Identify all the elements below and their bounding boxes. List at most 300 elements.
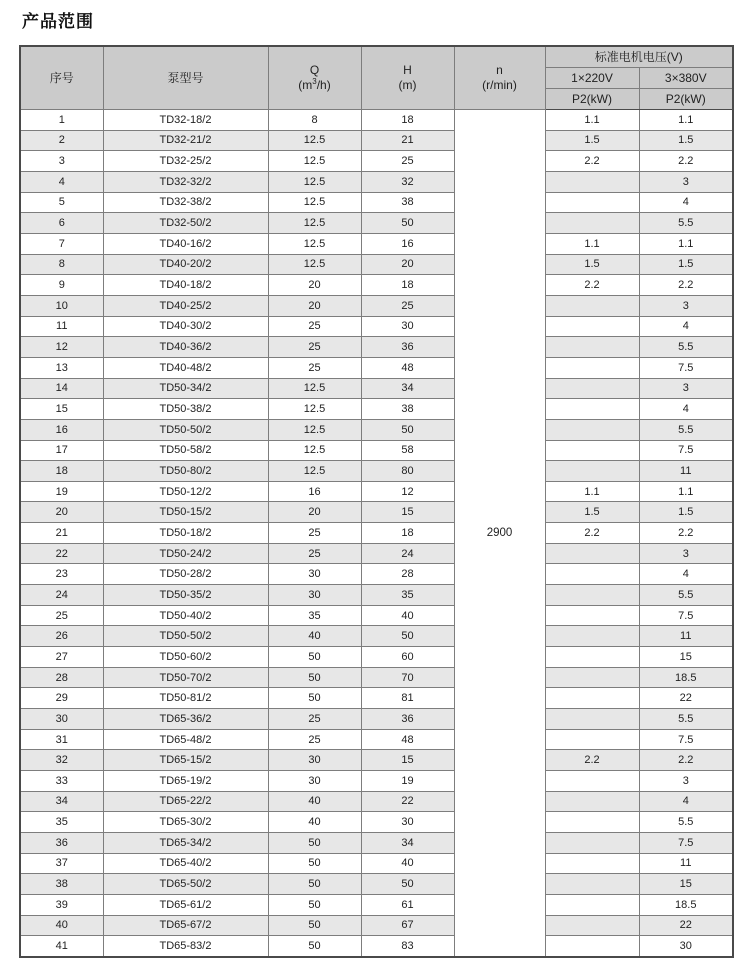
cell-p2-220 [545,378,639,399]
cell-p2-220: 2.2 [545,750,639,771]
cell-h: 12 [361,481,454,502]
cell-index: 16 [20,419,103,440]
cell-q: 50 [268,874,361,895]
cell-model: TD40-25/2 [103,295,268,316]
cell-index: 4 [20,171,103,192]
cell-p2-220 [545,399,639,420]
table-row [20,233,733,254]
table-body [20,110,733,957]
cell-index: 7 [20,233,103,254]
cell-p2-380: 1.5 [639,502,733,523]
table-row [20,213,733,234]
cell-p2-380: 11 [639,626,733,647]
cell-n-speed: 2900 [454,110,545,957]
col-header-q [268,46,361,110]
cell-p2-380: 1.1 [639,233,733,254]
cell-q: 25 [268,337,361,358]
cell-p2-220: 1.1 [545,481,639,502]
cell-index: 18 [20,461,103,482]
cell-model: TD65-48/2 [103,729,268,750]
cell-model: TD65-15/2 [103,750,268,771]
cell-p2-220 [545,213,639,234]
cell-p2-220: 1.1 [545,233,639,254]
table-row [20,812,733,833]
cell-q: 20 [268,295,361,316]
cell-p2-220: 2.2 [545,151,639,172]
cell-h: 25 [361,295,454,316]
cell-model: TD50-18/2 [103,523,268,544]
cell-p2-380: 4 [639,316,733,337]
cell-q: 20 [268,275,361,296]
cell-model: TD65-34/2 [103,832,268,853]
cell-p2-380: 1.5 [639,254,733,275]
cell-h: 32 [361,171,454,192]
cell-p2-380: 1.5 [639,130,733,151]
cell-h: 50 [361,419,454,440]
cell-q: 25 [268,709,361,730]
cell-p2-380: 3 [639,771,733,792]
cell-model: TD50-28/2 [103,564,268,585]
cell-p2-220 [545,461,639,482]
cell-index: 3 [20,151,103,172]
cell-p2-380: 4 [639,399,733,420]
cell-h: 38 [361,399,454,420]
cell-p2-380: 5.5 [639,709,733,730]
table-row [20,151,733,172]
cell-index: 41 [20,936,103,957]
table-row [20,192,733,213]
cell-p2-220 [545,647,639,668]
cell-q: 12.5 [268,419,361,440]
cell-q: 25 [268,523,361,544]
cell-p2-380: 18.5 [639,894,733,915]
col-header-h [361,46,454,110]
cell-p2-220 [545,316,639,337]
cell-q: 12.5 [268,130,361,151]
cell-h: 15 [361,750,454,771]
cell-p2-220 [545,419,639,440]
cell-p2-220 [545,626,639,647]
col-header-model: 泵型号 [103,46,268,110]
cell-h: 28 [361,564,454,585]
cell-h: 16 [361,233,454,254]
cell-h: 24 [361,543,454,564]
cell-p2-220: 2.2 [545,275,639,296]
cell-h: 34 [361,832,454,853]
table-row [20,523,733,544]
table-row [20,729,733,750]
cell-index: 21 [20,523,103,544]
table-row [20,874,733,895]
cell-h: 22 [361,791,454,812]
cell-h: 30 [361,812,454,833]
cell-h: 18 [361,523,454,544]
cell-p2-380: 2.2 [639,275,733,296]
cell-p2-380: 7.5 [639,729,733,750]
cell-h: 36 [361,709,454,730]
cell-h: 34 [361,378,454,399]
table-header [20,46,733,110]
cell-q: 30 [268,564,361,585]
table-row [20,667,733,688]
cell-q: 12.5 [268,461,361,482]
cell-index: 20 [20,502,103,523]
product-range-table [19,45,734,958]
cell-model: TD32-21/2 [103,130,268,151]
table-row [20,605,733,626]
table-row [20,564,733,585]
cell-model: TD65-50/2 [103,874,268,895]
cell-p2-380: 5.5 [639,213,733,234]
table-row [20,254,733,275]
cell-q: 8 [268,110,361,131]
cell-p2-380: 4 [639,791,733,812]
cell-p2-380: 2.2 [639,750,733,771]
cell-p2-220 [545,812,639,833]
cell-q: 12.5 [268,399,361,420]
cell-h: 58 [361,440,454,461]
q-unit: $(m^3/h)$ [298,77,331,92]
cell-index: 27 [20,647,103,668]
cell-h: 40 [361,853,454,874]
cell-model: TD40-48/2 [103,357,268,378]
cell-h: 19 [361,771,454,792]
cell-p2-220 [545,791,639,812]
table-row [20,316,733,337]
cell-index: 28 [20,667,103,688]
cell-model: TD40-16/2 [103,233,268,254]
cell-model: TD65-83/2 [103,936,268,957]
table-row [20,110,733,131]
cell-model: TD32-25/2 [103,151,268,172]
cell-index: 31 [20,729,103,750]
cell-index: 24 [20,585,103,606]
cell-index: 23 [20,564,103,585]
cell-index: 17 [20,440,103,461]
cell-model: TD65-36/2 [103,709,268,730]
cell-index: 1 [20,110,103,131]
cell-p2-380: 3 [639,378,733,399]
table-row [20,399,733,420]
table-row [20,688,733,709]
header-row-1 [20,46,733,68]
cell-q: 50 [268,832,361,853]
cell-p2-220 [545,915,639,936]
cell-q: 50 [268,853,361,874]
cell-h: 70 [361,667,454,688]
cell-q: 25 [268,543,361,564]
cell-model: TD65-19/2 [103,771,268,792]
cell-index: 38 [20,874,103,895]
cell-index: 32 [20,750,103,771]
cell-p2-220 [545,337,639,358]
cell-q: 50 [268,936,361,957]
cell-q: 40 [268,791,361,812]
cell-model: TD50-34/2 [103,378,268,399]
cell-index: 10 [20,295,103,316]
cell-model: TD50-70/2 [103,667,268,688]
cell-p2-380: 4 [639,564,733,585]
table-row [20,171,733,192]
cell-h: 60 [361,647,454,668]
cell-p2-380: 1.1 [639,110,733,131]
cell-p2-220 [545,543,639,564]
cell-p2-220 [545,832,639,853]
cell-q: 12.5 [268,171,361,192]
cell-model: TD40-30/2 [103,316,268,337]
cell-q: 20 [268,502,361,523]
cell-p2-220 [545,564,639,585]
page-title: 产品范围 [22,12,94,31]
cell-index: 22 [20,543,103,564]
table-row [20,502,733,523]
table-row [20,130,733,151]
cell-p2-220 [545,440,639,461]
cell-h: 50 [361,874,454,895]
cell-p2-220 [545,709,639,730]
cell-p2-380: 18.5 [639,667,733,688]
cell-p2-380: 5.5 [639,585,733,606]
cell-index: 29 [20,688,103,709]
cell-model: TD65-22/2 [103,791,268,812]
table-row [20,378,733,399]
cell-q: 16 [268,481,361,502]
cell-p2-220 [545,667,639,688]
cell-p2-380: 7.5 [639,440,733,461]
cell-q: 12.5 [268,192,361,213]
cell-h: 30 [361,316,454,337]
cell-q: 40 [268,812,361,833]
cell-h: 25 [361,151,454,172]
cell-q: 50 [268,915,361,936]
cell-p2-380: 3 [639,171,733,192]
cell-q: 50 [268,647,361,668]
cell-h: 36 [361,337,454,358]
cell-p2-380: 15 [639,647,733,668]
cell-index: 11 [20,316,103,337]
cell-h: 48 [361,357,454,378]
cell-p2-220 [545,585,639,606]
cell-p2-380: 30 [639,936,733,957]
cell-q: 25 [268,357,361,378]
table-row [20,853,733,874]
cell-h: 61 [361,894,454,915]
cell-p2-220 [545,874,639,895]
cell-index: 15 [20,399,103,420]
cell-p2-380: 22 [639,915,733,936]
cell-h: 50 [361,626,454,647]
cell-model: TD32-38/2 [103,192,268,213]
table-row [20,481,733,502]
cell-q: 30 [268,585,361,606]
cell-index: 37 [20,853,103,874]
cell-h: 40 [361,605,454,626]
cell-index: 13 [20,357,103,378]
cell-model: TD50-58/2 [103,440,268,461]
cell-p2-380: 22 [639,688,733,709]
cell-p2-380: 1.1 [639,481,733,502]
cell-h: 35 [361,585,454,606]
cell-model: TD50-50/2 [103,419,268,440]
table-row [20,585,733,606]
h-unit: (m) [398,78,417,92]
cell-model: TD50-81/2 [103,688,268,709]
cell-model: TD50-60/2 [103,647,268,668]
cell-model: TD65-40/2 [103,853,268,874]
col-header-index: 序号 [20,46,103,110]
cell-q: 50 [268,688,361,709]
cell-p2-380: 7.5 [639,357,733,378]
cell-h: 38 [361,192,454,213]
table-row [20,440,733,461]
cell-q: 12.5 [268,254,361,275]
col-header-p2-380: P2(kW) [639,89,733,110]
cell-index: 6 [20,213,103,234]
cell-model: TD50-24/2 [103,543,268,564]
table-row [20,461,733,482]
table-row [20,791,733,812]
cell-p2-380: 3 [639,295,733,316]
cell-h: 67 [361,915,454,936]
table-row [20,295,733,316]
cell-p2-220 [545,688,639,709]
cell-p2-220: 1.5 [545,502,639,523]
cell-p2-380: 11 [639,461,733,482]
cell-index: 14 [20,378,103,399]
table-row [20,647,733,668]
cell-p2-220 [545,853,639,874]
cell-p2-380: 2.2 [639,523,733,544]
cell-h: 83 [361,936,454,957]
cell-q: 35 [268,605,361,626]
cell-h: 48 [361,729,454,750]
cell-index: 35 [20,812,103,833]
cell-index: 34 [20,791,103,812]
cell-index: 36 [20,832,103,853]
cell-h: 50 [361,213,454,234]
cell-index: 5 [20,192,103,213]
q-label: Q [309,63,320,77]
cell-model: TD50-38/2 [103,399,268,420]
cell-model: TD50-40/2 [103,605,268,626]
cell-model: TD32-18/2 [103,110,268,131]
cell-index: 25 [20,605,103,626]
table-row [20,337,733,358]
cell-model: TD40-20/2 [103,254,268,275]
col-header-p2-220: P2(kW) [545,89,639,110]
cell-p2-380: 7.5 [639,832,733,853]
table-row [20,626,733,647]
cell-index: 40 [20,915,103,936]
table-row [20,832,733,853]
cell-model: TD32-32/2 [103,171,268,192]
table-row [20,915,733,936]
cell-p2-220: 1.5 [545,130,639,151]
cell-p2-380: 5.5 [639,337,733,358]
cell-h: 18 [361,110,454,131]
cell-h: 80 [361,461,454,482]
cell-index: 12 [20,337,103,358]
cell-q: 30 [268,771,361,792]
cell-p2-220: 1.5 [545,254,639,275]
cell-model: TD50-80/2 [103,461,268,482]
cell-p2-380: 4 [639,192,733,213]
col-header-380v: 3×380V [639,68,733,89]
cell-model: TD40-36/2 [103,337,268,358]
cell-h: 18 [361,275,454,296]
table-row [20,357,733,378]
cell-model: TD32-50/2 [103,213,268,234]
cell-p2-220 [545,729,639,750]
cell-p2-220 [545,171,639,192]
table-row [20,936,733,957]
cell-p2-380: 7.5 [639,605,733,626]
cell-q: 12.5 [268,233,361,254]
cell-h: 21 [361,130,454,151]
table-row [20,419,733,440]
cell-p2-220 [545,192,639,213]
cell-q: 30 [268,750,361,771]
cell-model: TD65-30/2 [103,812,268,833]
cell-q: 25 [268,316,361,337]
cell-p2-380: 15 [639,874,733,895]
cell-p2-380: 3 [639,543,733,564]
h-label: H [403,63,412,77]
table-row [20,709,733,730]
cell-p2-220: 1.1 [545,110,639,131]
n-unit: (r/min) [482,78,517,92]
cell-p2-220 [545,936,639,957]
cell-model: TD50-12/2 [103,481,268,502]
cell-h: 81 [361,688,454,709]
col-header-voltage-group: 标准电机电压(V) [545,46,733,68]
table-row [20,543,733,564]
table-row [20,894,733,915]
cell-model: TD50-15/2 [103,502,268,523]
cell-index: 33 [20,771,103,792]
cell-p2-220 [545,771,639,792]
table-row [20,275,733,296]
cell-p2-220 [545,894,639,915]
col-header-220v: 1×220V [545,68,639,89]
cell-q: 50 [268,894,361,915]
cell-p2-380: 2.2 [639,151,733,172]
cell-q: 12.5 [268,378,361,399]
col-header-n [454,46,545,110]
cell-p2-380: 5.5 [639,419,733,440]
cell-h: 15 [361,502,454,523]
cell-q: 12.5 [268,440,361,461]
cell-q: 50 [268,667,361,688]
cell-index: 26 [20,626,103,647]
cell-index: 8 [20,254,103,275]
cell-model: TD65-61/2 [103,894,268,915]
cell-p2-380: 11 [639,853,733,874]
table-row [20,750,733,771]
cell-p2-220 [545,605,639,626]
cell-index: 39 [20,894,103,915]
n-label: n [496,63,503,77]
cell-p2-220: 2.2 [545,523,639,544]
cell-model: TD50-35/2 [103,585,268,606]
cell-q: 12.5 [268,151,361,172]
table-row [20,771,733,792]
cell-h: 20 [361,254,454,275]
cell-p2-380: 5.5 [639,812,733,833]
cell-index: 2 [20,130,103,151]
cell-q: 12.5 [268,213,361,234]
cell-p2-220 [545,295,639,316]
